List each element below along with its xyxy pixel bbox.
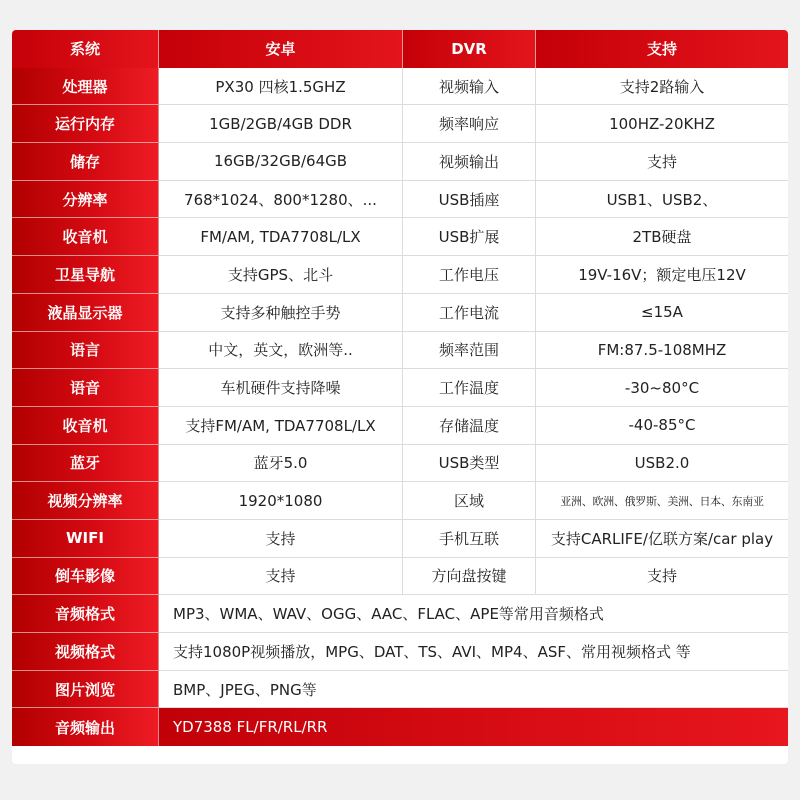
row-value-2: 支持 <box>536 558 788 596</box>
table-row <box>12 218 788 256</box>
row-value-2: 19V-16V；额定电压12V <box>536 256 788 294</box>
table-row <box>12 181 788 219</box>
table-row <box>12 520 788 558</box>
row-label-2: USB扩展 <box>403 218 536 256</box>
row-label: 视频分辨率 <box>12 482 159 520</box>
table-row <box>12 294 788 332</box>
row-label: 储存 <box>12 143 159 181</box>
header-dvr: DVR <box>403 30 536 68</box>
row-label-2: USB插座 <box>403 181 536 219</box>
row-label-2: 方向盘按键 <box>403 558 536 596</box>
spec-table <box>12 30 788 764</box>
table-row <box>12 445 788 483</box>
row-label: 收音机 <box>12 218 159 256</box>
row-value: BMP、JPEG、PNG等 <box>159 671 788 709</box>
row-label-2: 视频输出 <box>403 143 536 181</box>
row-value-2: 亚洲、欧洲、俄罗斯、美洲、日本、东南亚 <box>536 482 788 520</box>
row-value: 支持FM/AM, TDA7708L/LX <box>159 407 403 445</box>
row-value-2: 100HZ-20KHZ <box>536 105 788 143</box>
table-row <box>12 256 788 294</box>
row-value: PX30 四核1.5GHZ <box>159 68 403 106</box>
row-value-2: FM:87.5-108MHZ <box>536 332 788 370</box>
row-value: 车机硬件支持降噪 <box>159 369 403 407</box>
table-row <box>12 482 788 520</box>
row-value: MP3、WMA、WAV、OGG、AAC、FLAC、APE等常用音频格式 <box>159 595 788 633</box>
row-label-2: 视频输入 <box>403 68 536 106</box>
row-value-2: USB1、USB2、 <box>536 181 788 219</box>
header-system: 系统 <box>12 30 159 68</box>
table-row <box>12 105 788 143</box>
row-value: 支持GPS、北斗 <box>159 256 403 294</box>
table-row <box>12 369 788 407</box>
row-value: 蓝牙5.0 <box>159 445 403 483</box>
row-label-2: USB类型 <box>403 445 536 483</box>
row-label-2: 频率范围 <box>403 332 536 370</box>
table-header <box>12 30 788 68</box>
row-value: 支持 <box>159 520 403 558</box>
row-label: WIFI <box>12 520 159 558</box>
row-label: 音频格式 <box>12 595 159 633</box>
row-value-2: -40-85°C <box>536 407 788 445</box>
header-android: 安卓 <box>159 30 403 68</box>
table-row <box>12 332 788 370</box>
row-label: 卫星导航 <box>12 256 159 294</box>
row-label: 视频格式 <box>12 633 159 671</box>
row-value: YD7388 FL/FR/RL/RR <box>159 708 788 746</box>
table-row <box>12 143 788 181</box>
row-value: 支持多种触控手势 <box>159 294 403 332</box>
row-label-2: 工作电流 <box>403 294 536 332</box>
row-value: 16GB/32GB/64GB <box>159 143 403 181</box>
row-value: 1920*1080 <box>159 482 403 520</box>
row-value: FM/AM, TDA7708L/LX <box>159 218 403 256</box>
row-label-2: 存储温度 <box>403 407 536 445</box>
row-label: 倒车影像 <box>12 558 159 596</box>
row-value-2: USB2.0 <box>536 445 788 483</box>
row-label-2: 工作温度 <box>403 369 536 407</box>
row-label: 语言 <box>12 332 159 370</box>
row-value-2: -30~80°C <box>536 369 788 407</box>
row-value-2: 支持CARLIFE/亿联方案/car play <box>536 520 788 558</box>
row-value: 768*1024、800*1280、... <box>159 181 403 219</box>
row-label: 收音机 <box>12 407 159 445</box>
row-label: 分辨率 <box>12 181 159 219</box>
row-label: 处理器 <box>12 68 159 106</box>
table-row <box>12 68 788 106</box>
table-row <box>12 407 788 445</box>
table-row-wide <box>12 708 788 746</box>
row-value: 支持 <box>159 558 403 596</box>
table-row-wide <box>12 595 788 633</box>
row-value-2: ≤15A <box>536 294 788 332</box>
row-value: 支持1080P视频播放，MPG、DAT、TS、AVI、MP4、ASF、常用视频格式 等 <box>159 633 788 671</box>
row-label: 蓝牙 <box>12 445 159 483</box>
row-label: 液晶显示器 <box>12 294 159 332</box>
row-label-2: 工作电压 <box>403 256 536 294</box>
row-value: 1GB/2GB/4GB DDR <box>159 105 403 143</box>
row-label-2: 频率响应 <box>403 105 536 143</box>
row-label: 音频输出 <box>12 708 159 746</box>
row-label-2: 手机互联 <box>403 520 536 558</box>
header-support: 支持 <box>536 30 788 68</box>
row-label: 语音 <box>12 369 159 407</box>
row-label-2: 区域 <box>403 482 536 520</box>
row-label: 运行内存 <box>12 105 159 143</box>
row-value-2: 支持2路输入 <box>536 68 788 106</box>
table-row-wide <box>12 671 788 709</box>
row-label: 图片浏览 <box>12 671 159 709</box>
row-value-2: 支持 <box>536 143 788 181</box>
row-value: 中文，英文，欧洲等.. <box>159 332 403 370</box>
row-value-2: 2TB硬盘 <box>536 218 788 256</box>
table-row <box>12 558 788 596</box>
table-row-wide <box>12 633 788 671</box>
